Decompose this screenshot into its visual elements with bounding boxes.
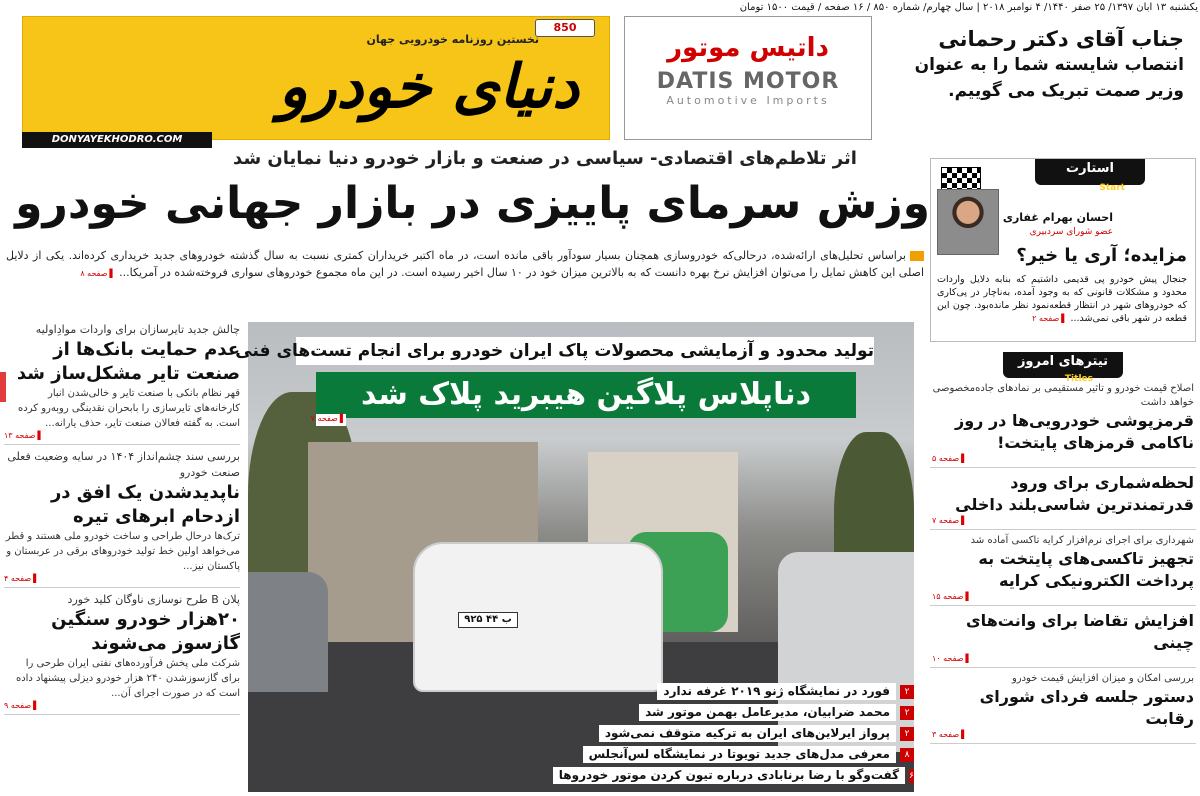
- start-column[interactable]: [930, 158, 1196, 342]
- author-role: عضو شورای سردبیری: [1029, 227, 1113, 237]
- main-lead: [0, 247, 924, 307]
- start-header-label: استارت: [1066, 161, 1114, 176]
- white-car-shape: [413, 542, 663, 692]
- site-url[interactable]: DONYAYEKHODRO.COM: [22, 132, 212, 148]
- list-item[interactable]: [568, 745, 914, 764]
- title-page-ref[interactable]: ▌ صفحه ۳: [932, 730, 1194, 739]
- story-title[interactable]: ۲۰هزار خودرو سنگین گازسوز می‌شوند: [51, 609, 240, 654]
- author-name: احسان بهرام غفاری: [1002, 211, 1113, 224]
- congrats-line3: وزیر صمت تبریک می گوییم.: [948, 81, 1184, 101]
- newspaper-logo: دنیای خودرو: [278, 52, 579, 122]
- congrats-line1: جناب آقای دکتر رحمانی: [938, 27, 1184, 51]
- title-item[interactable]: [930, 378, 1196, 468]
- ad-brand-fa: داتیس موتور: [667, 33, 829, 63]
- car-shape: [248, 572, 328, 692]
- story-body: ترک‌ها درحال طراحی و ساخت خودرو ملی هستند و قطر می‌خواهد اولین خط تولید خودروهای برقی در عربستان و پاکستان نیز...: [5, 531, 240, 572]
- list-item[interactable]: [558, 766, 914, 785]
- story-kicker: پلان B طرح نوسازی ناوگان کلید خورد: [67, 593, 240, 606]
- list-item[interactable]: [568, 724, 914, 743]
- page-number: ۸: [900, 748, 914, 762]
- title-page-ref[interactable]: ▌ صفحه ۷: [932, 516, 1194, 525]
- main-page-ref[interactable]: ▌ صفحه ۸: [80, 269, 115, 278]
- list-item[interactable]: [568, 703, 914, 722]
- start-header: [1035, 159, 1145, 193]
- masthead: [22, 16, 610, 140]
- title-headline[interactable]: افزایش تقاضا برای وانت‌های چینی: [966, 611, 1194, 652]
- left-story[interactable]: [4, 592, 240, 715]
- congrats-notice: [880, 26, 1194, 130]
- start-body-text: جنجال پیش خودرو پی قدیمی داشتیم که بنابه دلایل واردات محدود و مشکلات قانونی که به وجود آمده، به‌ناچار در پی‌کاری که خودروهای شهر در انتظار قطعه‌نمود نظر مانده‌بود. چون این قطعه در شهر باقی نمی‌شد...: [937, 274, 1187, 324]
- title-kicker: شهرداری برای اجرای نرم‌افزار کرایه تاکسی آماده شد: [970, 535, 1194, 546]
- story-body: قهر نظام بانکی با صنعت تایر و خالی‌شدن انبار کارخانه‌های تایرسازی را بابحران نقدینگی روبه‌رو کرده است. به گفته فعالان صنعت تایر، حذف یارانه...: [18, 388, 240, 429]
- lead-marker-icon: [910, 251, 924, 261]
- list-item-text: محمد ضرابیان، مدیرعامل بهمن موتور شد: [639, 704, 896, 721]
- story-kicker: بررسی سند چشم‌انداز ۱۴۰۴ در سایه وضعیت فعلی صنعت خودرو: [7, 450, 240, 479]
- photo-page-ref[interactable]: ▌ صفحه ۷: [316, 414, 346, 426]
- titles-header-en: Titles: [1064, 374, 1093, 384]
- right-column: [930, 158, 1196, 796]
- ad-sub-en: Automotive Imports: [666, 94, 830, 107]
- list-item-text: گفت‌وگو با رضا برنابادی درباره تیون کردن موتور خودروها: [553, 767, 905, 784]
- page-number: ۶: [909, 770, 914, 781]
- titles-header-label: تیترهای امروز: [1017, 354, 1109, 369]
- story-title[interactable]: عدم حمایت بانک‌ها از صنعت تایر مشکل‌ساز شد: [16, 339, 240, 384]
- story-page-ref[interactable]: ▌ صفحه ۱۳: [4, 431, 240, 440]
- main-kicker: اثر تلاطم‌های اقتصادی- سیاسی در صنعت و بازار خودرو دنیا نمایان شد: [233, 148, 857, 169]
- title-headline[interactable]: لحظه‌شماری برای ورود قدرتمندترین شاسی‌بلند داخلی: [955, 473, 1194, 514]
- list-item-text: پرواز ایرلاین‌های ایران به ترکیه متوقف نمی‌شود: [599, 725, 896, 742]
- title-headline[interactable]: قرمزپوشی خودرویی‌ها در روز ناکامی قرمزهای پایتخت!: [955, 411, 1194, 452]
- page-number: ۲: [900, 706, 914, 720]
- page-number: ۲: [900, 727, 914, 741]
- issue-counter: 850: [535, 19, 595, 37]
- main-headline[interactable]: وزش سرمای پاییزی در بازار جهانی خودرو: [15, 178, 930, 229]
- main-lead-text: براساس تحلیل‌های ارائه‌شده، درحالی‌که خودروسازی همچنان بسیار سودآور باقی مانده است، در ماه اکتبر خریداران کمتری نسبت به سال گذشته خودروهای جدید خریداری کرده‌اند. یکی از دلایل اصلی این کاهش تمایل را می‌توان افزایش نرخ بهره دانست که به بالاترین میزان خود در ۱۰ سال اخیر رسیده است. در این ماه مجموع خودروهای سواری فروخته‌شده در آمریکا...: [6, 249, 924, 279]
- congrats-line2: انتصاب شایسته شما را به عنوان: [914, 55, 1184, 75]
- title-headline[interactable]: دستور جلسه فردای شورای رقابت: [979, 687, 1194, 728]
- title-page-ref[interactable]: ▌ صفحه ۱۰: [932, 654, 1194, 663]
- author-avatar: [937, 189, 999, 255]
- license-plate: ۹۲۵ ب ۴۴: [458, 612, 518, 628]
- story-title[interactable]: ناپدیدشدن یک افق در ازدحام ابرهای تیره: [50, 482, 240, 527]
- start-title[interactable]: مزایده؛ آری یا خیر؟: [1016, 245, 1187, 266]
- masthead-tagline: نخستین روزنامه خودرویی جهان: [366, 33, 539, 46]
- title-item[interactable]: [930, 468, 1196, 530]
- title-headline[interactable]: تجهیز تاکسی‌های پایتخت به پرداخت الکترونیکی کرایه: [978, 549, 1194, 590]
- list-item-text: معرفی مدل‌های جدید تویوتا در نمایشگاه لس‌آنجلس: [583, 746, 896, 763]
- left-column: [4, 322, 240, 796]
- datis-motor-ad[interactable]: [624, 16, 872, 140]
- title-page-ref[interactable]: ▌ صفحه ۵: [932, 454, 1194, 463]
- photo-title[interactable]: دناپلاس پلاگین هیبرید پلاک شد: [316, 372, 856, 418]
- start-header-en: Start: [1099, 183, 1125, 193]
- story-body: شرکت ملی پخش فرآورده‌های نفتی ایران طرحی را برای گازسوزشدن ۲۴۰ هزار خودرو دیزلی پیشنهاد داده است که در صورت اجرای آن...: [15, 658, 240, 699]
- story-page-ref[interactable]: ▌ صفحه ۴: [4, 574, 240, 583]
- list-item-text: فورد در نمایشگاه ژنو ۲۰۱۹ غرفه ندارد: [657, 683, 896, 700]
- page-number: ۲: [900, 685, 914, 699]
- photo-news-list: [558, 682, 914, 790]
- start-page-ref[interactable]: ▌ صفحه ۲: [1032, 314, 1067, 323]
- photo-kicker: تولید محدود و آزمایشی محصولات پاک ایران خودرو برای انجام تست‌های فنی: [296, 337, 874, 365]
- title-item[interactable]: [930, 530, 1196, 606]
- titles-header: [1003, 352, 1123, 384]
- story-page-ref[interactable]: ▌ صفحه ۹: [4, 701, 240, 710]
- title-kicker: بررسی امکان و میزان افزایش قیمت خودرو: [1011, 673, 1194, 684]
- ad-brand-en: DATIS MOTOR: [656, 69, 840, 94]
- left-story[interactable]: [4, 322, 240, 445]
- left-story[interactable]: [4, 449, 240, 588]
- list-item[interactable]: [568, 682, 914, 701]
- issue-info: یکشنبه ۱۳ آبان ۱۳۹۷/ ۲۵ صفر ۱۴۴۰/ ۴ نوامبر ۲۰۱۸ | سال چهارم/ شماره ۸۵۰ / ۱۶ صفحه / قیمت ۱۵۰۰ تومان: [739, 2, 1198, 13]
- start-body: [937, 273, 1187, 325]
- title-kicker: اصلاح قیمت خودرو و تاثیر مستقیمی بر نمادهای جاده‌مخصوصی خواهد داشت: [932, 383, 1194, 408]
- title-page-ref[interactable]: ▌ صفحه ۱۵: [932, 592, 1194, 601]
- title-item[interactable]: [930, 606, 1196, 668]
- story-kicker: چالش جدید تایرسازان برای واردات موادِاولیه: [35, 323, 240, 336]
- title-item[interactable]: [930, 668, 1196, 744]
